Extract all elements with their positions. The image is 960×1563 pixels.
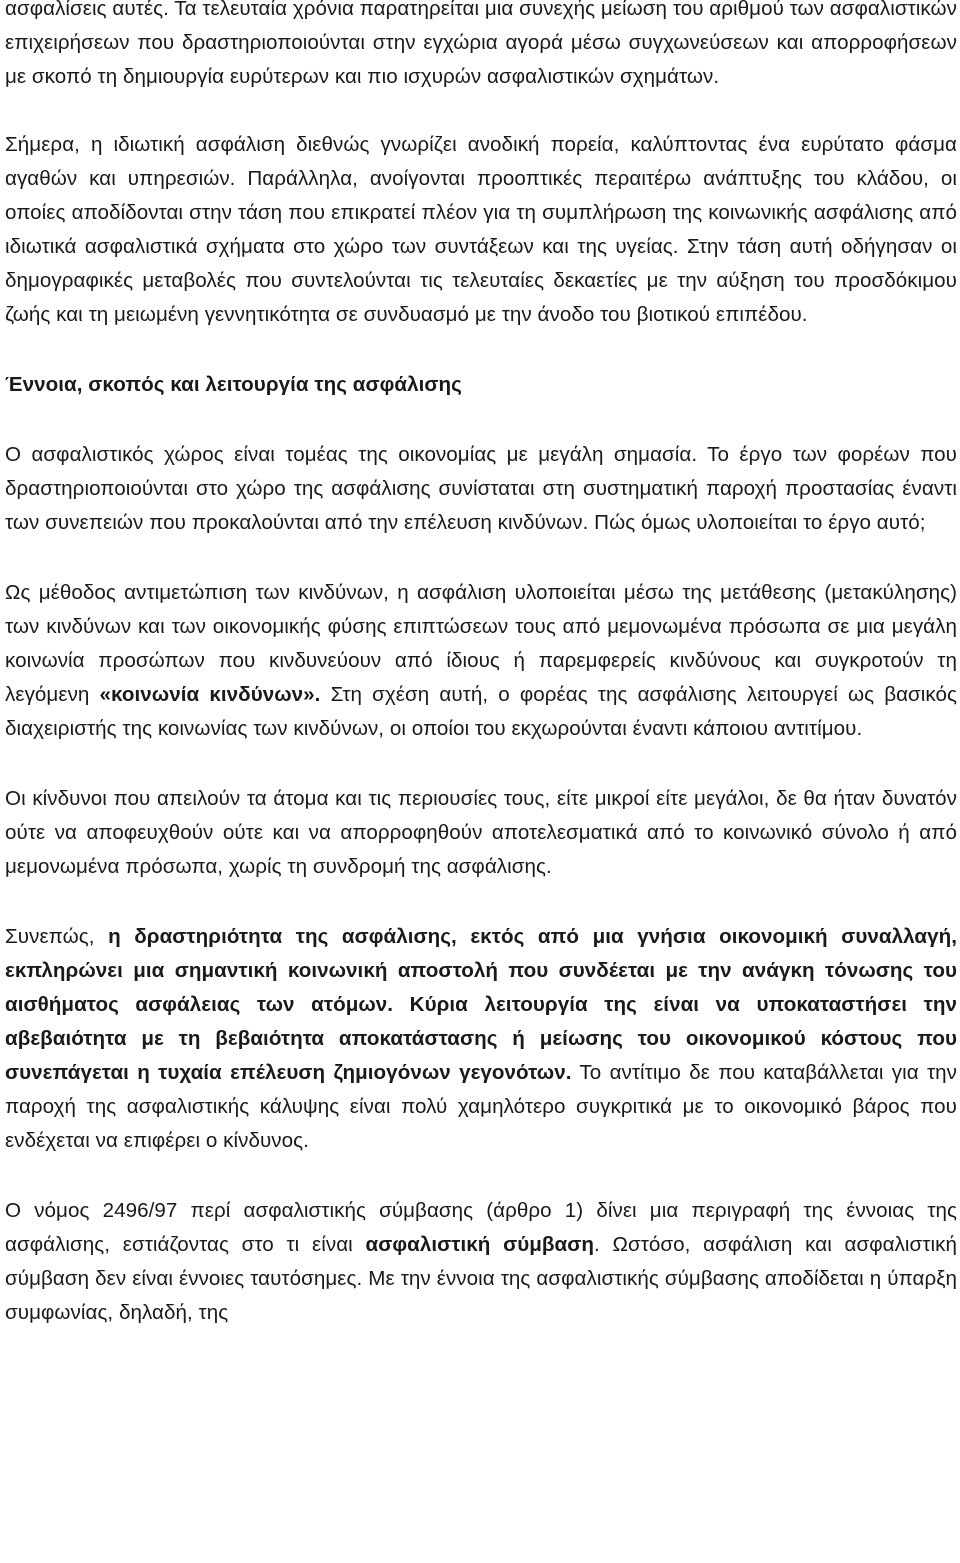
paragraph-text: Στη σχέση αυτή, ο φορέας της ασφάλισης λειτουργεί ως βασικός διαχειριστής της κοινωνίας των κινδύνων, οι οποίοι του εκχωρούνται έναντι κάποιου αντιτίμου.	[5, 683, 957, 740]
emphasis-text: η δραστηριότητα της ασφάλισης, εκτός από μια γνήσια οικονομική συναλλαγή, εκπληρώνει μια σημαντική κοινωνική αποστολή που συνδέεται με την ανάγκη τόνωσης του αισθήματος ασφάλειας των ατόμων. Κύρια λειτουργία της είναι να υποκαταστήσει την αβεβαιότητα με τη βεβαιότητα αποκατάστασης ή μείωσης του οικονομικού κόστους που συνεπάγεται η τυχαία επέλευση ζημιογόνων γεγονότων.	[5, 925, 957, 1084]
paragraph-risk-transfer	[5, 576, 957, 746]
paragraph-spacer	[5, 540, 957, 576]
paragraph-text: ασφαλίσεις αυτές. Τα τελευταία χρόνια παρατηρείται μια συνεχής μείωση του αριθμού των ασφαλιστικών επιχειρήσεων που δραστηριοποιούνται στην εγχώρια αγορά μέσω συγχωνεύσεων και απορροφήσεων με σκοπό τη δημιουργία ευρύτερων και πιο ισχυρών ασφαλιστικών σχημάτων.	[5, 0, 957, 88]
paragraph-text: Ως μέθοδος αντιμετώπιση των κινδύνων, η ασφάλιση υλοποιείται μέσω της μετάθεσης (μετακύλησης) των κινδύνων και των οικονομικής φύσης επιπτώσεων τους από μεμονωμένα πρόσωπα σε μια μεγάλη κοινωνία προσώπων που κινδυνεύουν από ίδιους ή παρεμφερείς κινδύνους και συγκροτούν τη λεγόμενη	[5, 581, 957, 706]
emphasis-text: «κοινωνία κινδύνων».	[99, 683, 321, 706]
document-page	[5, 0, 957, 1330]
paragraph-spacer	[5, 402, 957, 438]
paragraph-spacer	[5, 746, 957, 782]
paragraph-spacer	[5, 1158, 957, 1194]
paragraph-text: Το αντίτιμο δε που καταβάλλεται για την παροχή της ασφαλιστικής κάλυψης είναι πολύ χαμηλότερο συγκριτικά με το οικονομικό βάρος που ενδέχεται να επιφέρει ο κίνδυνος.	[5, 1061, 958, 1152]
paragraph-private-insurance	[5, 128, 957, 332]
section-heading: Έννοια, σκοπός και λειτουργία της ασφάλισης	[5, 373, 462, 396]
paragraph-risks	[5, 782, 957, 884]
paragraph-insurance-sector	[5, 438, 957, 540]
paragraph-text: . Ωστόσο, ασφάλιση και ασφαλιστική σύμβαση δεν είναι έννοιες ταυτόσημες. Με την έννοια της ασφαλιστικής σύμβασης αποδίδεται η ύπαρξη συμφωνίας, δηλαδή, της	[5, 1233, 957, 1324]
paragraph-law-2496	[5, 1194, 957, 1330]
emphasis-text: ασφαλιστική σύμβαση	[365, 1233, 595, 1256]
paragraph-spacer	[5, 332, 957, 368]
paragraph-insurance-function	[5, 920, 957, 1158]
paragraph-spacer	[5, 94, 957, 128]
paragraph-text: Ο νόμος 2496/97 περί ασφαλιστικής σύμβασης (άρθρο 1) δίνει μια περιγραφή της έννοιας της ασφάλισης, εστιάζοντας στο τι είναι	[5, 1199, 957, 1256]
paragraph-text: Συνεπώς,	[5, 925, 109, 948]
paragraph-text: Οι κίνδυνοι που απειλούν τα άτομα και τις περιουσίες τους, είτε μικροί είτε μεγάλοι, δε θα ήταν δυνατόν ούτε να αποφευχθούν ούτε και να απορροφηθούν αποτελεσματικά από το κοινωνικό σύνολο ή από μεμονωμένα πρόσωπα, χωρίς τη συνδρομή της ασφάλισης.	[5, 787, 957, 878]
paragraph-insurance-market	[5, 0, 957, 94]
paragraph-text: Σήμερα, η ιδιωτική ασφάλιση διεθνώς γνωρίζει ανοδική πορεία, καλύπτοντας ένα ευρύτατο φάσμα αγαθών και υπηρεσιών. Παράλληλα, ανοίγονται προοπτικές περαιτέρω ανάπτυξης του κλάδου, οι οποίες αποδίδονται στην τάση που επικρατεί πλέον για τη συμπλήρωση της κοινωνικής ασφάλισης από ιδιωτικά ασφαλιστικά σχήματα στο χώρο των συντάξεων και της υγείας. Στην τάση αυτή οδήγησαν οι δημογραφικές μεταβολές που συντελούνται τις τελευταίες δεκαετίες με την αύξηση του προσδόκιμου ζωής και τη μειωμένη γεννητικότητα σε συνδυασμό με την άνοδο του βιοτικού επιπέδου.	[5, 133, 957, 326]
paragraph-spacer	[5, 884, 957, 920]
paragraph-text: Ο ασφαλιστικός χώρος είναι τομέας της οικονομίας με μεγάλη σημασία. Το έργο των φορέων που δραστηριοποιούνται στο χώρο της ασφάλισης συνίσταται στη συστηματική παροχή προστασίας έναντι των συνεπειών που προκαλούνται από την επέλευση κινδύνων. Πώς όμως υλοποιείται το έργο αυτό;	[5, 443, 957, 534]
